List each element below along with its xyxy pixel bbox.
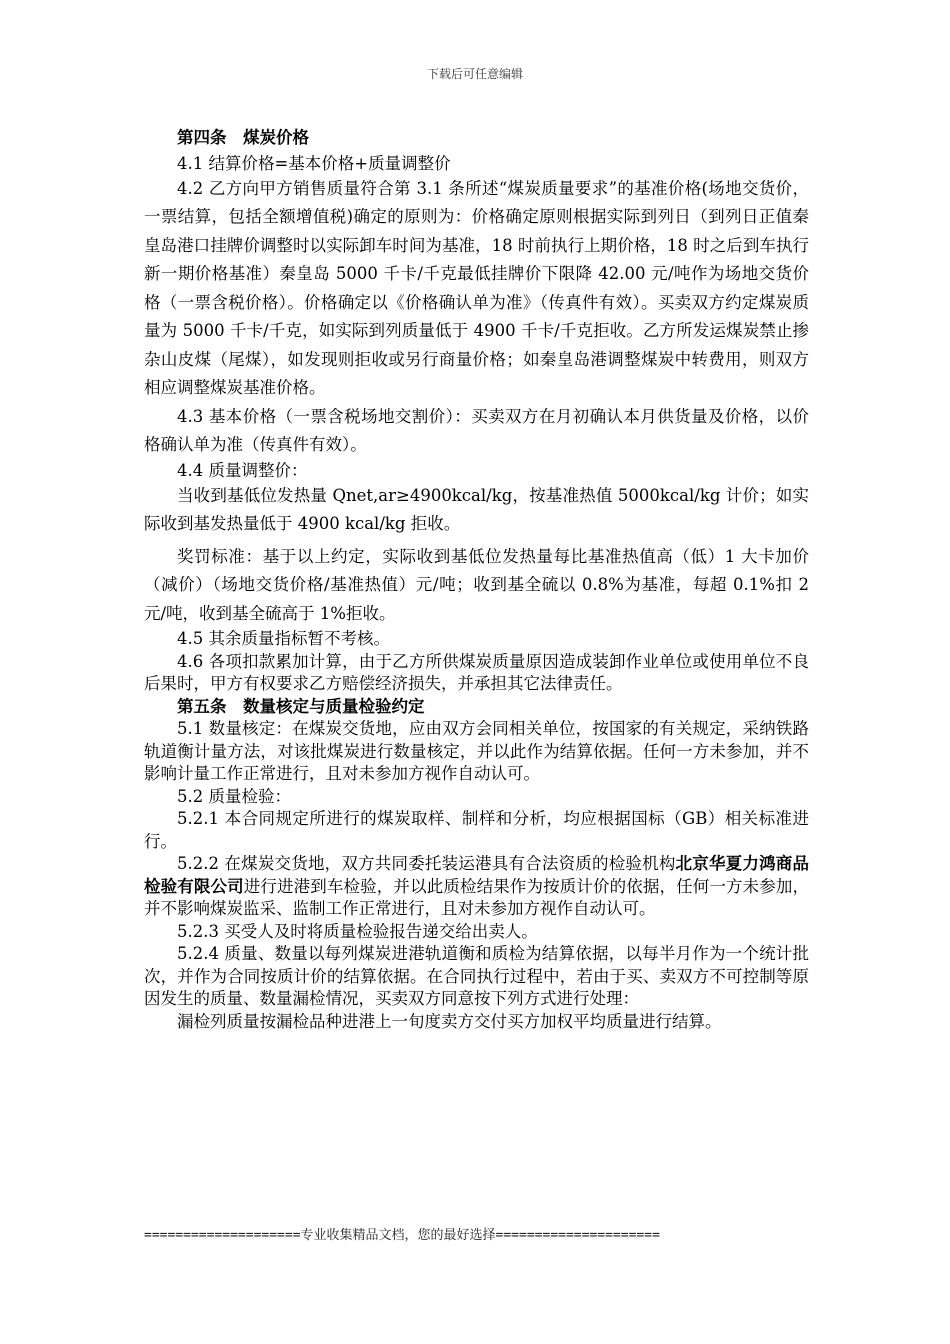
page-header-note: 下载后可任意编辑 — [426, 67, 523, 81]
clause-4-6: 4.6 各项扣款累加计算，由于乙方所供煤炭质量原因造成装卸作业单位或使用单位不良后果时，甲方有权要求乙方赔偿经济损失，并承担其它法律责任。 — [144, 651, 809, 693]
page-footer-banner: ====================专业收集精品文档，您的最好选择===================== — [144, 1228, 660, 1243]
section-5 — [144, 696, 809, 1034]
clause-4-5: 4.5 其余质量指标暂不考核。 — [177, 629, 390, 648]
clause-5-2-1: 5.2.1 本合同规定所进行的煤炭取样、制样和分析，均应根据国标（GB）相关标准进行。 — [144, 809, 809, 851]
document-body — [144, 124, 809, 1033]
section-4-heading: 第四条 煤炭价格 — [177, 128, 309, 147]
clause-4-1: 4.1 结算价格=基本价格+质量调整价 — [177, 153, 451, 173]
clause-4-4-penalty: 奖罚标准：基于以上约定，实际收到基低位发热量每比基准热值高（低）1 大卡加价（减价）（场地交货价格/基准热值）元/吨；收到基全硫以 0.8%为基准，每超 0.1%扣 2 元/吨，收到基全硫高于 1%拒收。 — [144, 546, 809, 623]
section-4-tail — [144, 628, 809, 696]
clause-5-2-2-text-b: 进行进港到车检验，并以此质检结果作为按质计价的依据，任何一方未参加，并不影响煤炭监采、监制工作正常进行，且对未参加方视作自动认可。 — [144, 876, 810, 918]
clause-4-4: 4.4 质量调整价： — [177, 460, 308, 480]
clause-5-2: 5.2 质量检验： — [177, 786, 291, 806]
clause-5-2-4: 5.2.4 质量、数量以每列煤炭进港轨道衡和质检为结算依据，以每半月作为一个统计批次，并作为合同按质计价的结算依据。在合同执行过程中，若由于买、卖双方不可控制等原因发生的质量、数量漏检情况，买卖双方同意按下列方式进行处理： — [144, 944, 809, 1008]
section-5-heading: 第五条 数量核定与质量检验约定 — [177, 696, 425, 716]
clause-5-2-2-text-a: 5.2.2 在煤炭交货地，双方共同委托装运港具有合法资质的检验机构 — [177, 854, 676, 873]
clause-4-2: 4.2 乙方向甲方销售质量符合第 3.1 条所述“煤炭质量要求”的基准价格(场地交货价，一票结算，包括全额增值税)确定的原则为：价格确定原则根据实际到列日（到列日正值秦皇岛港口挂牌价调整时以实际卸车时间为基准，18 时前执行上期价格，18 时之后到车执行新一期价格基准）秦皇岛 5000 千卡/千克最低挂牌价下限降 42.00 元/吨作为场地交货价格（一票含税价格）。价格确定以《价格确认单为准》（传真件有效）。买卖双方约定煤炭质量为 5000 千卡/千克，如实际到列质量低于 4900 千卡/千克拒收。乙方所发运煤炭禁止掺杂山皮煤（尾煤），如发现则拒收或另行商量价格；如秦皇岛港调整煤炭中转费用，则双方相应调整煤炭基准价格。 — [144, 178, 809, 397]
inspection-agency-name: 北京华夏力鸿商品检验有限公司 — [144, 854, 810, 896]
clause-5-2-2 — [144, 853, 809, 921]
clause-5-2-3: 5.2.3 买受人及时将质量检验报告递交给出卖人。 — [177, 921, 538, 941]
section-4 — [144, 124, 809, 628]
clause-5-1: 5.1 数量核定：在煤炭交货地，应由双方会同相关单位，按国家的有关规定，采纳铁路轨道衡计量方法，对该批煤炭进行数量核定，并以此作为结算依据。任何一方未参加，并不影响计量工作正常进行，且对未参加方视作自动认可。 — [144, 719, 809, 783]
clause-4-3: 4.3 基本价格（一票含税场地交割价）：买卖双方在月初确认本月供货量及价格，以价格确认单为准（传真件有效）。 — [144, 406, 809, 454]
clause-4-4-calorific: 当收到基低位发热量 Qnet,ar≥4900kcal/kg，按基准热值 5000kcal/kg 计价；如实际收到基发热量低于 4900 kcal/kg 拒收。 — [144, 485, 809, 533]
clause-5-2-4-missed-inspection: 漏检列质量按漏检品种进港上一旬度卖方交付买方加权平均质量进行结算。 — [177, 1011, 722, 1031]
